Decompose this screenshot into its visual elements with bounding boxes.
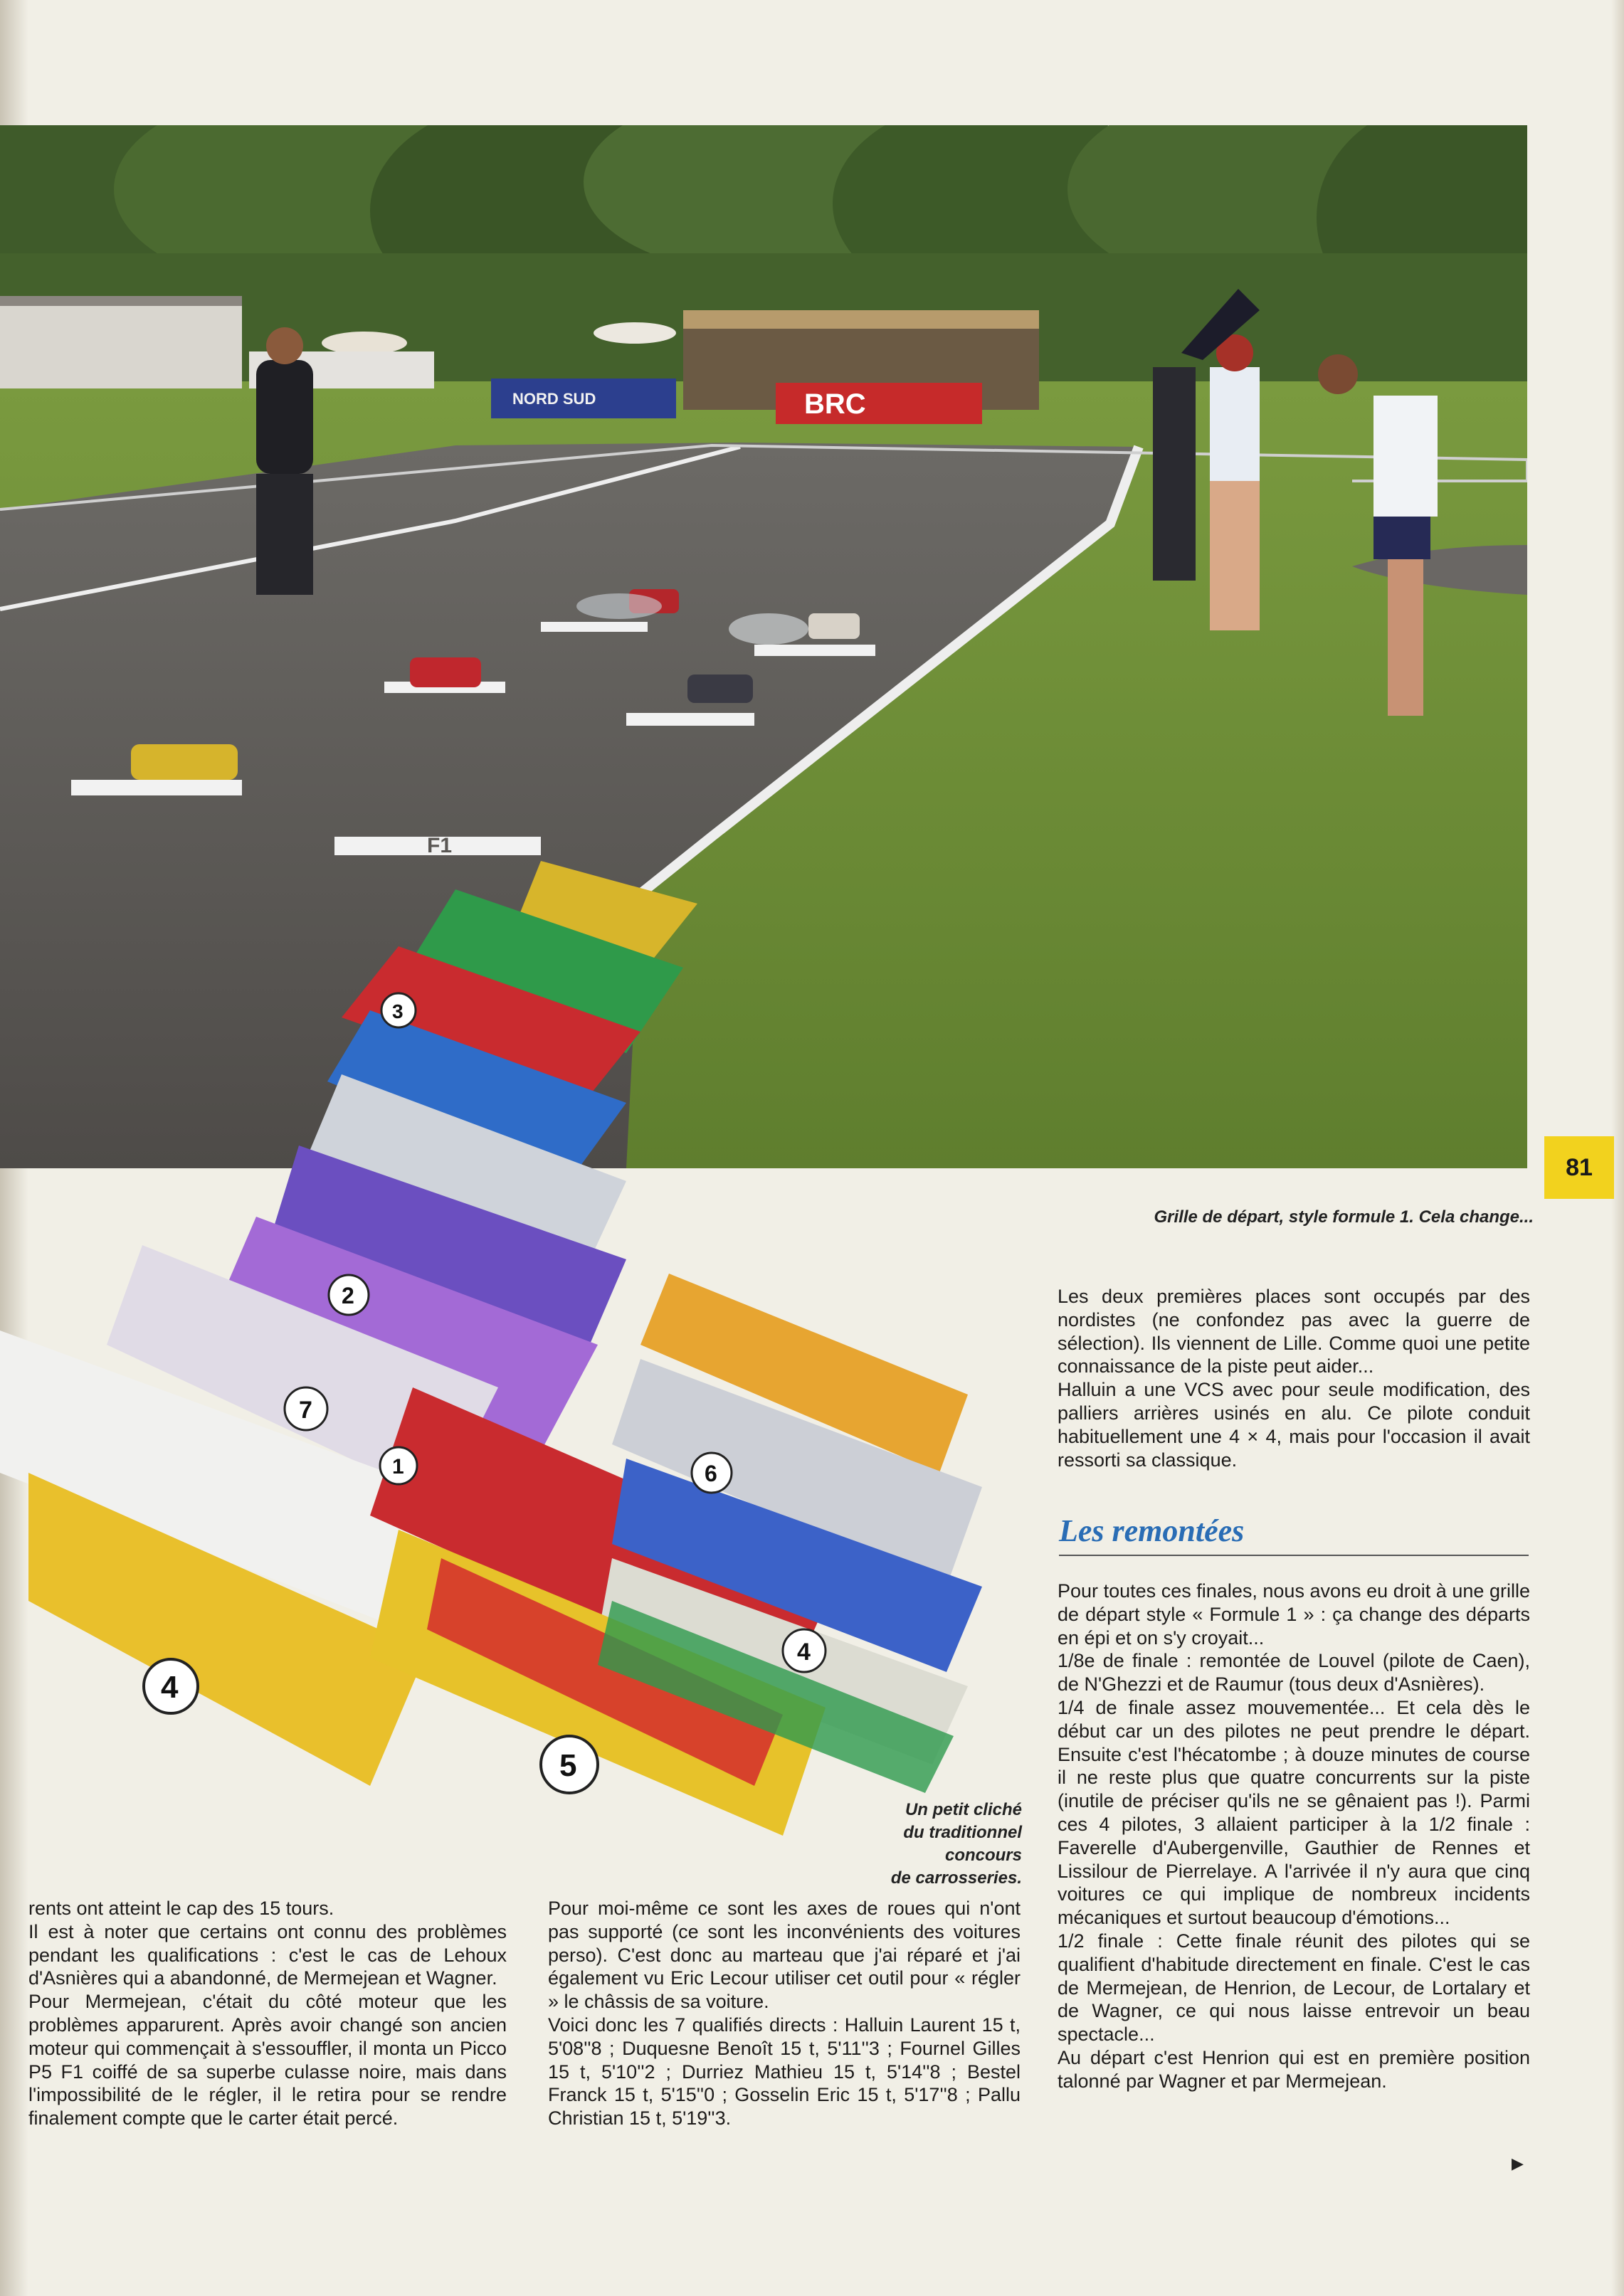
rc-car: [410, 657, 481, 687]
photo-caption-top: Grille de départ, style formule 1. Cela change...: [1154, 1207, 1534, 1227]
car-number: 2: [342, 1283, 354, 1308]
paragraph: Pour toutes ces finales, nous avons eu droit à une grille de départ style « Formule 1 » : ça change des départs en épi et on s'y croyait...: [1058, 1580, 1530, 1649]
paragraph: Voici donc les 7 qualifiés directs : Halluin Laurent 15 t, 5'08''8 ; Duquesne Benoît 15 t, 5'11''3 ; Fournel Gilles 15 t, 5'10''2 ; Durriez Mathieu 15 t, 5'14''8 ; Bestel Franck 15 t, 5'15''0 ; Gosselin Eric 15 t, 5'17''8 ; Pallu Christian 15 t, 5'19''3.: [548, 2014, 1021, 2130]
paragraph: Pour moi-même ce sont les axes de roues qui n'ont pas supporté (ce sont les inconvénients des voitures perso). C'est donc au marteau que j'ai réparé et j'ai également vu Eric Lecour utiliser cet outil pour « régler » le châssis de sa voiture.: [548, 1898, 1021, 2013]
car-number: 6: [705, 1461, 717, 1486]
paragraph: rents ont atteint le cap des 15 tours.: [28, 1898, 334, 1919]
article-column-right-top: [1058, 1285, 1530, 1471]
page-number: 81: [1544, 1136, 1614, 1199]
car-body-group: [0, 861, 982, 1836]
article-column-middle: [548, 1897, 1021, 2130]
car-bodies-illustration: [0, 847, 996, 1907]
car-number: 1: [392, 1455, 404, 1478]
caption-line: de carrosseries.: [890, 1868, 1022, 1888]
caption-line: concours: [944, 1846, 1022, 1865]
car-number: 4: [797, 1639, 811, 1666]
car-bodies-photo: [0, 847, 996, 1907]
section-heading: Les remontées: [1059, 1513, 1529, 1556]
paragraph: Au départ c'est Henrion qui est en première position talonné par Wagner et par Mermejean.: [1058, 2046, 1530, 2092]
paragraph: 1/4 de finale assez mouvementée... Et cela dès le début car un des pilotes ne peut prendre le départ. Ensuite c'est l'hécatombe ; à douze minutes de course il ne reste plus que quatre concurrents sur la piste (inutile de préciser qu'ils ne se gênaient pas !). Parmi ces 4 pilotes, 3 allaient participer à la 1/2 finale : Faverelle d'Aubergenville, Gauthier de Rennes et Lissilour de Pierrelaye. A l'arrivée il n'y aura que cinq voitures ce qui implique de nombreux incidents mécaniques et surtout beaucoup d'émotions...: [1058, 1696, 1530, 1929]
sign-left-text: NORD SUD: [512, 390, 596, 408]
car-number: 5: [559, 1748, 577, 1783]
photo-caption-cars: [840, 1799, 1022, 1890]
paragraph: Il est à noter que certains ont connu des problèmes pendant les qualifications : c'est le cas de Lehoux d'Asnières qui a abandonné, de Mermejean et Wagner.: [28, 1920, 507, 1989]
article-column-left: [28, 1897, 507, 2130]
paragraph: Pour Mermejean, c'était du côté moteur que les problèmes apparurent. Après avoir changé son ancien moteur qui commençait à s'essouffler, il monta un Picco P5 F1 coiffé de sa superbe culasse noire, mais dans l'impossibilité de le régler, il le retira pour se rendre finalement compte que le carter était percé.: [28, 1991, 507, 2130]
paragraph: Halluin a une VCS avec pour seule modification, des palliers arrières usinés en alu. Ce pilote conduit habituellement une 4 × 4, mais pour l'occasion il avait ressorti sa classique.: [1058, 1379, 1530, 1471]
paragraph: Les deux premières places sont occupés par des nordistes (ne confondez pas avec la guerre de sélection). Ils viennent de Lille. Comme quoi une petite connaissance de la piste peut aider...: [1058, 1286, 1530, 1377]
grid-label-f1: F1: [427, 834, 453, 857]
rc-car: [131, 744, 238, 780]
article-column-right-bottom: [1058, 1580, 1530, 2093]
caption-line: du traditionnel: [903, 1823, 1022, 1842]
caption-line: Un petit cliché: [905, 1800, 1022, 1819]
car-number: 3: [392, 1000, 404, 1022]
car-number: 4: [161, 1670, 179, 1705]
rc-car: [808, 613, 860, 639]
sign-brc-text: BRC: [804, 388, 866, 420]
rc-car: [687, 674, 753, 703]
car-number: 7: [299, 1397, 312, 1424]
paragraph: 1/8e de finale : remontée de Louvel (pilote de Caen), de N'Ghezzi et de Raumur (tous deux d'Asnières).: [1058, 1650, 1530, 1695]
paragraph: 1/2 finale : Cette finale réunit des pilotes qui se qualifient d'habitude directement en finale. C'est le cas de Mermejean, de Henrion, de Lecour, de Lortalary et de Wagner, ce qui nous laisse entrevoir un beau spectacle...: [1058, 1930, 1530, 2046]
continue-arrow-icon: ▶: [1512, 2154, 1524, 2172]
